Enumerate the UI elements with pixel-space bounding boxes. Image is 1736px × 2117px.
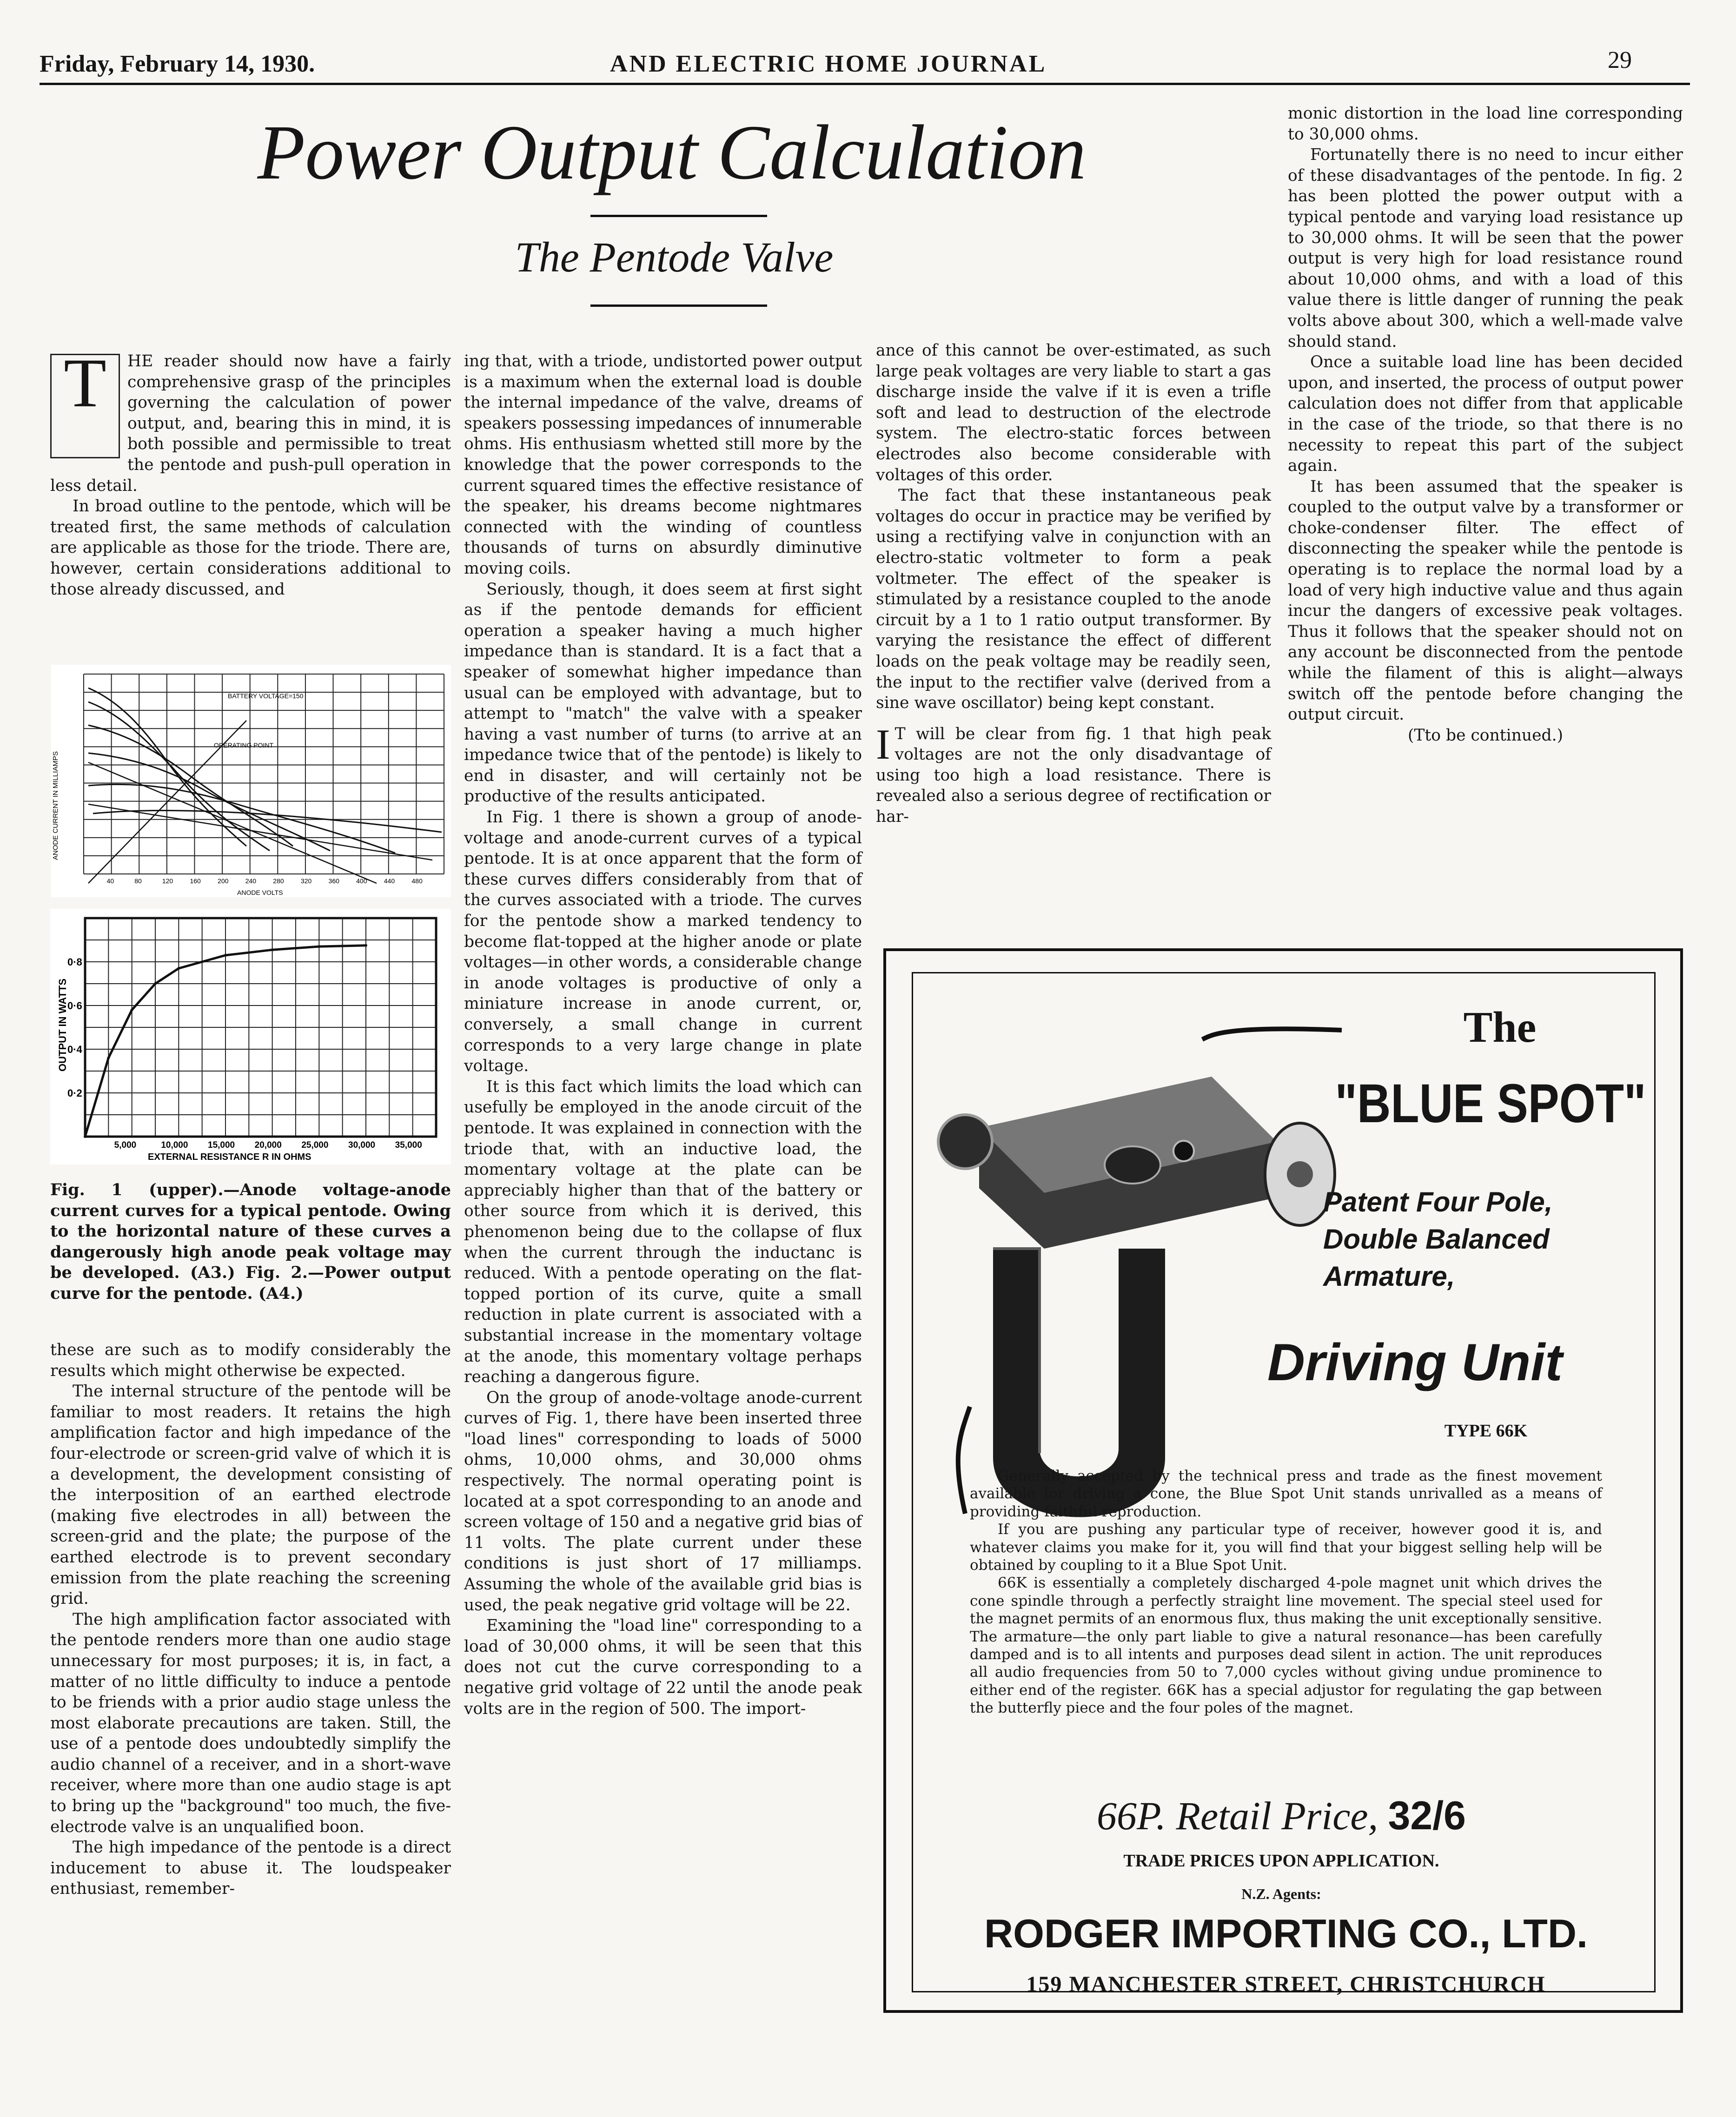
- fig1-x-tick: 160: [190, 877, 201, 885]
- paragraph: In Fig. 1 there is shown a group of anode-voltage and anode-current curves of a typical pentode. It is at once apparent that the form of these curves differs considerably from that of the curves associated with a triode. The curves for the pentode show a marked tendency to become flat-topped at the higher anode or plate voltages—in other words, a considerable change in anode voltages is productive of only a miniature increase in anode current, or, conversely, a small change in current corresponds to a very large change in plate voltage.: [464, 808, 862, 1076]
- fig1-x-tick: 400: [356, 877, 367, 885]
- fig1-x-tick: 320: [300, 877, 312, 885]
- data-point: [131, 1008, 133, 1011]
- paragraph: The fact that these instantaneous peak voltages do occur in practice may be verified by using a rectifying valve in conjunction with an electro-static voltmeter to form a peak voltmeter. The effect of the speaker is stimulated by a resistance coupled to the anode circuit by a 1 to 1 ratio output transformer. By varying the resistance the effect of different loads on the peak voltage may be readily seen, the input to the rectifier valve (derived from a sine wave oscillator) being kept constant.: [876, 486, 1271, 713]
- price-value: 32/6: [1388, 1793, 1466, 1838]
- advert-paragraph: Generally accepted by the technical press and trade as the finest movement available for driving a cone, the Blue Spot Unit stands unrivalled as a means of providing faithful reproduction.: [970, 1468, 1602, 1520]
- y-tick-label: 0·8: [67, 956, 82, 968]
- fig1-anode-curves: [51, 665, 451, 897]
- x-tick-label: 35,000: [395, 1140, 422, 1150]
- page-number: 29: [1608, 47, 1632, 73]
- paragraph-text: T will be clear from fig. 1 that high peak voltages are not the only disadvantage of using too high a load resistance. There is revealed also a serious degree of rectification or har-: [876, 724, 1271, 827]
- x-tick-label: 30,000: [348, 1140, 376, 1150]
- fig2-x-axis-label: EXTERNAL RESISTANCE R IN OHMS: [148, 1152, 311, 1162]
- paragraph: these are such as to modify considerably the results which might otherwise be expected.: [50, 1341, 451, 1380]
- column-3: [876, 340, 1271, 827]
- tagline-line: Armature,: [1323, 1261, 1455, 1292]
- x-tick-label: 20,000: [254, 1140, 282, 1150]
- advert-trade-prices: TRADE PRICES UPON APPLICATION.: [1123, 1851, 1439, 1871]
- initial-letter: I: [876, 720, 890, 768]
- fig1-x-tick: 120: [162, 877, 173, 885]
- fig1-x-tick: 360: [328, 877, 339, 885]
- continued-note: (Tto be continued.): [1407, 726, 1564, 745]
- advert-address: 159 MANCHESTER STREET, CHRISTCHURCH: [1026, 1972, 1546, 1997]
- paragraph: The high impedance of the pentode is a direct inducement to abuse it. The loudspeaker enthusiast, remember-: [50, 1838, 451, 1899]
- data-point: [177, 967, 180, 970]
- fig1-x-tick: 40: [106, 877, 114, 885]
- paragraph: ing that, with a triode, undistorted power output is a maximum when the external load is double the internal impedance of the valve, dreams of speakers possessing impedances of innumerable ohms. His enthusiasm whetted still more by the knowledge that the power corresponds to the current squared times the effective resistance of the speaker, his dreams become nightmares connected with the winding of countless thousands of turns on absurdly diminutive moving coils.: [464, 352, 862, 578]
- column-1-top: [50, 344, 451, 600]
- y-tick-label: 0·2: [67, 1087, 82, 1099]
- knob-icon: [938, 1115, 992, 1169]
- advert-type: TYPE 66K: [1444, 1421, 1528, 1441]
- x-tick-label: 25,000: [301, 1140, 329, 1150]
- advert-agents: N.Z. Agents:: [1241, 1885, 1321, 1902]
- advert-tagline: [1323, 1184, 1658, 1295]
- fig1-svg: [51, 665, 451, 897]
- fig2-svg: [50, 909, 451, 1164]
- paragraph: Fortunatelly there is no need to incur either of these disadvantages of the pentode. In fig. 2 has been plotted the power output with a typical pentode and varying load resistance up to 30,000 ohms. It will be seen that the power output is very high for load resistance round about 10,000 ohms, and with a load of this value there is little danger of running the peak volts above about 300, which a well-made valve should stand.: [1288, 146, 1683, 351]
- data-point: [154, 982, 157, 985]
- advert-paragraph: If you are pushing any particular type of receiver, however good it is, and whatever claims you make for it, you will find that your biggest selling help will be obtained by coupling to it a Blue Spot Unit.: [970, 1521, 1602, 1574]
- fig1-label-operating: OPERATING POINT: [214, 741, 274, 749]
- paragraph: ance of this cannot be over-estimated, as such large peak voltages are very liable to start a gas discharge inside the valve if it is even a trifle soft and lead to destruction of the electrode system. The electro-static forces between electrodes also become considerable with voltages of this order.: [876, 341, 1271, 484]
- fig1-x-tick: 200: [218, 877, 229, 885]
- paragraph: It has been assumed that the speaker is coupled to the output valve by a transformer or choke-condenser filter. The effect of disconnecting the speaker while the pentode is operating is to replace the normal load by a load of very high inductive value and thus again incur the dangers of excessive peak voltages. Thus it follows that the speaker should not on any account be disconnected from the pentode while the filament of this is alight—always switch off the pentode before changing the output circuit.: [1288, 477, 1683, 724]
- subtitle-rule: [590, 304, 767, 307]
- column-2: [464, 351, 862, 1719]
- paragraph: Once a suitable load line has been decided upon, and inserted, the process of output power calculation does not differ from that applicable in the case of the triode, so that there is no necessity to repeat this part of the subject again.: [1288, 353, 1683, 476]
- paragraph: On the group of anode-voltage anode-current curves of Fig. 1, there have been inserted three "load lines" corresponding to loads of 5000 ohms, 10,000 ohms, and 30,000 ohms respectively. The normal operating point is located at a spot corresponding to an anode and screen voltage of 150 and a negative grid bias of 11 volts. The plate current under these conditions is just short of 17 milliamps. Assuming the whole of the available grid bias is used, the peak negative grid voltage will be 22.: [464, 1388, 862, 1614]
- fig1-curve: [88, 753, 330, 851]
- paragraph: The high amplification factor associated with the pentode renders more than one audio stage unnecessary for most purposes; it is, in fact, a matter of no little difficulty to induce a pentode to be friends with a prior audio stage unless the most elaborate precautions are taken. Still, the use of a pentode does undoubtedly simplify the audio channel of a receiver, and in a short-wave receiver, where more than one audio stage is apt to bring up the "background" too much, the five-electrode valve is an unqualified boon.: [50, 1610, 451, 1836]
- paragraph: monic distortion in the load line corresponding to 30,000 ohms.: [1288, 104, 1683, 144]
- paragraph: Seriously, though, it does seem at first sight as if the pentode demands for efficient operation a speaker having a much higher impedance than is standard. It is a fact that a speaker of somewhat higher impedance than usual can be employed with advantage, but to attempt to "match" the valve with a speaker having a vast number of turns (to arrive at an impedance twice that of the pentode) is likely to end in disaster, and will certainly not be productive of the results anticipated.: [464, 580, 862, 806]
- fig1-x-tick: 480: [411, 877, 423, 885]
- fig1-x-tick: 440: [384, 877, 395, 885]
- paragraph: In broad outline to the pentode, which will be treated first, the same methods of calculation are applicable as those for the triode. There are, however, certain considerations additional to those already discussed, and: [50, 497, 451, 599]
- y-tick-label: 0·4: [67, 1044, 82, 1055]
- paragraph: It is this fact which limits the load which can usefully be employed in the anode circuit of the pentode. It was explained in connection with the triode that, with an inductive load, the momentary voltage at the plate can be appreciably higher than that of the battery or other source from which it is derived, this phenomenon being due to the collapse of flux when the current through the inductanc is reduced. With a pentode operating on the flat-topped portion of its curve, quite a small reduction in plate current is associated with a substantial increase in the momentary voltage at the anode, this momentary voltage perhaps reaching a dangerous figure.: [464, 1077, 862, 1387]
- data-point: [84, 1135, 86, 1138]
- drop-cap: T: [50, 354, 120, 458]
- advert-body: [970, 1467, 1602, 1717]
- fig1-x-tick: 80: [134, 877, 142, 885]
- tagline-line: Double Balanced: [1323, 1224, 1550, 1255]
- paragraph: [876, 720, 1271, 827]
- advert-brand: "BLUE SPOT": [1335, 1073, 1646, 1134]
- column-4: [1288, 103, 1683, 746]
- figure-caption: Fig. 1 (upper).—Anode voltage-anode current curves for a typical pentode. Owing to the horizontal nature of these curves a dangerously high anode peak voltage may be developed. (A3.) Fig. 2.—Power output curve for the pentode. (A4.): [50, 1180, 451, 1303]
- header-date: Friday, February 14, 1930.: [40, 51, 315, 77]
- header-journal: AND ELECTRIC HOME JOURNAL: [610, 51, 1047, 77]
- x-tick-label: 10,000: [161, 1140, 188, 1150]
- paragraph: The internal structure of the pentode will be familiar to most readers. It retains the high amplification factor and high impedance of the four-electrode or screen-grid valve of which it is a development, the development consisting of the interposition of an earthed electrode (making five electrodes in all) between the screen-grid and the plate; the purpose of the earthed electrode is to prevent secondary emission from the plate reaching the screening grid.: [50, 1382, 451, 1608]
- fig1-y-axis-label: ANODE CURRENT IN MILLIAMPS: [52, 751, 60, 860]
- fig1-label-battery: BATTERY VOLTAGE=150: [228, 692, 304, 700]
- header-rule: [40, 83, 1690, 85]
- data-point: [107, 1057, 110, 1059]
- arrow-icon: [958, 1407, 970, 1514]
- x-tick-label: 15,000: [208, 1140, 235, 1150]
- paragraph: Examining the "load line" corresponding to a load of 30,000 ohms, it will be seen that this does not cut the curve corresponding to a negative grid voltage of 22 until the anode peak volts are in the region of 500. The import-: [464, 1616, 862, 1718]
- data-point: [224, 954, 227, 957]
- tagline-line: Patent Four Pole,: [1323, 1186, 1553, 1217]
- advert-company: RODGER IMPORTING CO., LTD.: [984, 1912, 1588, 1956]
- data-point: [318, 945, 320, 948]
- advert-price: [1002, 1793, 1560, 1839]
- fig2-y-axis-label: OUTPUT IN WATTS: [57, 978, 68, 1072]
- fig1-load-line: [88, 804, 432, 860]
- data-point: [364, 944, 367, 947]
- advert-product: Driving Unit: [1267, 1333, 1563, 1391]
- data-point: [271, 948, 274, 951]
- article-subtitle: The Pentode Valve: [515, 233, 834, 281]
- title-rule: [590, 215, 767, 217]
- fig1-x-tick: 240: [245, 877, 257, 885]
- x-tick-label: 5,000: [114, 1140, 137, 1150]
- article-title: Power Output Calculation: [257, 109, 1087, 196]
- adjuster-knob: [1173, 1141, 1194, 1161]
- advertisement: [883, 948, 1683, 2013]
- y-tick-label: 0·6: [67, 1000, 82, 1012]
- advert-the: The: [1463, 1003, 1537, 1052]
- arrow-icon: [1202, 1029, 1342, 1039]
- fig2-power-output-chart: [50, 909, 451, 1164]
- advert-paragraph: 66K is essentially a completely discharged 4-pole magnet unit which drives the cone spindle through a perfectly straight line movement. The special steel used for the magnet permits of an enormous flux, thus making the unit exceptionally sensitive. The armature—the only part liable to give a natural resonance—has been carefully damped and is to all intents and purposes dead silent in action. The unit reproduces all audio frequencies from 50 to 7,000 cycles without giving undue prominence to either end of the register. 66K has a special adjustor for regulating the gap between the butterfly piece and the four poles of the magnet.: [970, 1575, 1602, 1717]
- price-label: 66P. Retail Price,: [1097, 1793, 1378, 1838]
- column-1-bottom: [50, 1340, 451, 1899]
- fig1-x-axis-label: ANODE VOLTS: [237, 889, 283, 896]
- fig1-x-tick: 280: [273, 877, 284, 885]
- paragraph: HE reader should now have a fairly comprehensive grasp of the principles governing the calculation of power output, and, bearing this in mind, it is both possible and permissible to treat the pentode and push-pull operation in less detail.: [50, 352, 451, 495]
